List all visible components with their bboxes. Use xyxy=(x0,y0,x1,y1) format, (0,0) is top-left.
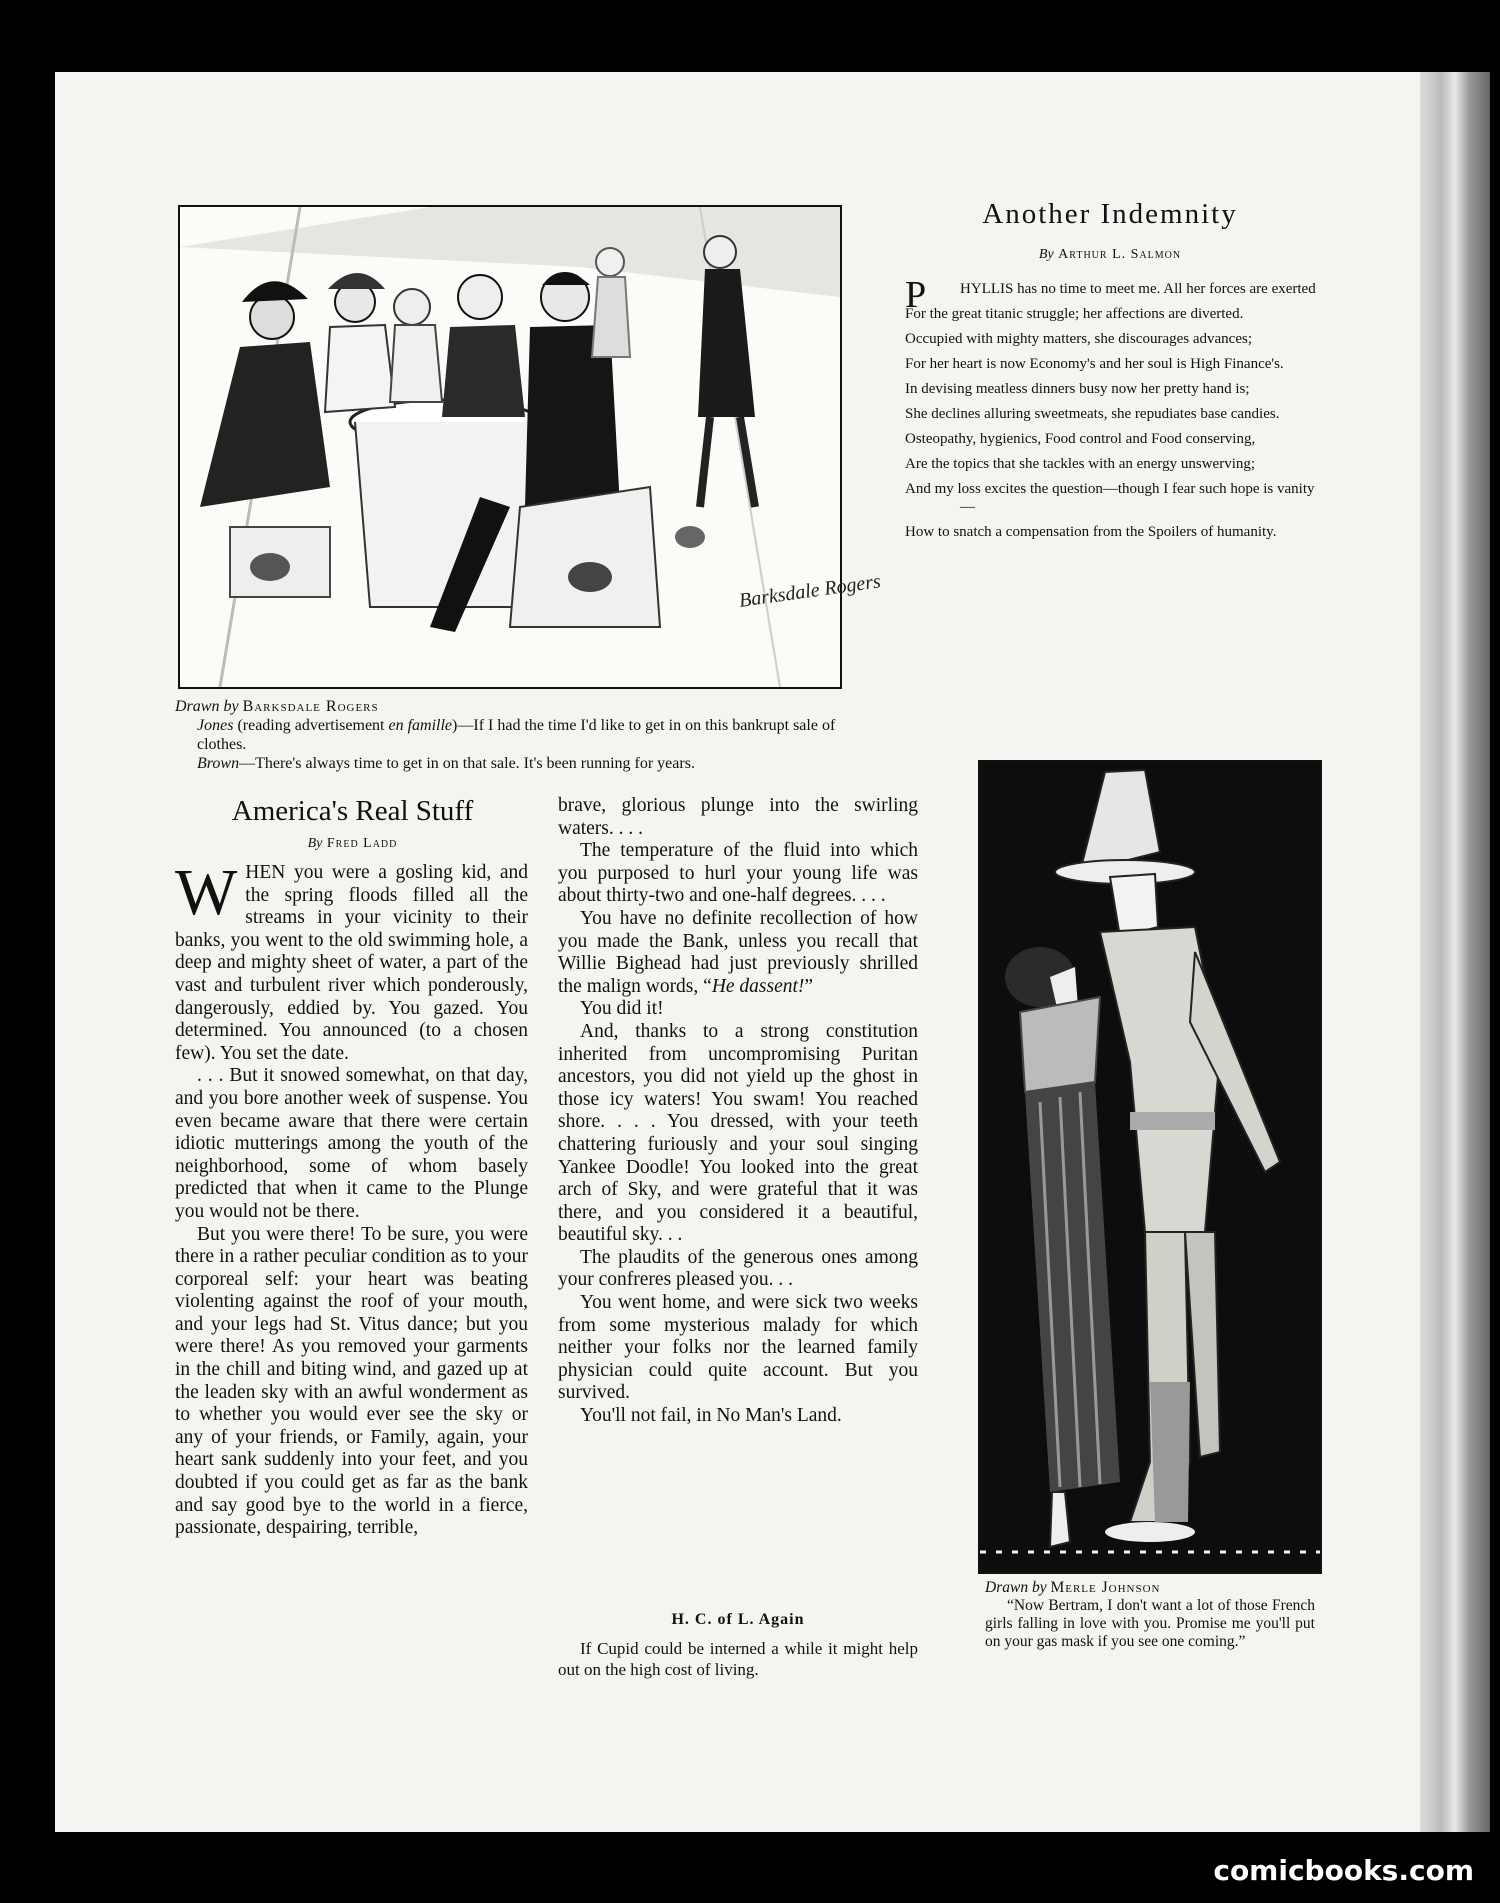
poem-stanza-3: Occupied with mighty matters, she discourages advances; xyxy=(905,331,1252,347)
cafe-illustration xyxy=(178,205,883,689)
soldier-caption-text: “Now Bertram, I don't want a lot of those French girls falling in love with you. Promise me you'll put on your gas mask if you see one coming.” xyxy=(985,1597,1315,1650)
soldier-caption xyxy=(985,1579,1315,1651)
poem-stanza-1: P HYLLIS has no time to meet me. All her forces are exerted xyxy=(905,274,1316,316)
article-column-2 xyxy=(558,795,918,1428)
poem-stanza-7: Osteopathy, hygienics, Food control and Food conserving, xyxy=(905,431,1256,447)
hcl-title: H. C. of L. Again xyxy=(671,1611,805,1628)
dropcap: W xyxy=(175,856,238,929)
page-edge xyxy=(1420,72,1490,1832)
poem-stanza-5: In devising meatless dinners busy now her pretty hand is; xyxy=(905,381,1250,397)
poem-title: Another Indemnity xyxy=(982,198,1238,230)
poem-stanza-6: She declines alluring sweetmeats, she repudiates base candies. xyxy=(905,406,1280,422)
poem-stanza-4: For her heart is now Economy's and her soul is High Finance's. xyxy=(905,356,1284,372)
article-column-1 xyxy=(175,856,528,1540)
site-watermark: comicbooks.com xyxy=(1213,1854,1474,1887)
cafe-dialogue-brown: Brown—There's always time to get in on that sale. It's been running for years. xyxy=(197,755,695,772)
poem-stanza-10: How to snatch a compensation from the Spoilers of humanity. xyxy=(905,524,1277,540)
article-paragraph-7: You did it! xyxy=(580,998,664,1020)
poem-body xyxy=(905,274,1317,548)
cafe-caption xyxy=(175,697,845,773)
cafe-credit: Drawn by Barksdale Rogers xyxy=(175,698,379,715)
article-paragraph-5: The temperature of the fluid into which you purposed to hurl your young life was about thirty-two and one-half degrees. . . . xyxy=(558,840,918,907)
article-paragraph-9: The plaudits of the generous ones among your confreres pleased you. . . xyxy=(558,1246,918,1291)
article-paragraph-8: And, thanks to a strong constitution inherited from uncompromising Puritan ancestors, you did not yield up the ghost in those icy waters! You swam! You reached shore. . . . You dressed, with your teeth chattering furiously and your soul singing Yankee Doodle! You looked into the great arch of Sky, and were grateful that it was there, and you considered it a beautiful, beautiful sky. . . xyxy=(558,1020,918,1246)
poem-stanza-9: And my loss excites the question—though I fear such hope is vanity— xyxy=(905,481,1315,515)
poem-stanza-2: For the great titanic struggle; her affections are diverted. xyxy=(905,306,1244,322)
article-paragraph-3: But you were there! To be sure, you were there in a rather peculiar condition as to your corporeal self: your heart was beating violenting against the roof of your mouth, and your legs had St. Vitus dance; but you were there! As you removed your garments in the chill and biting wind, and gazed up at the leaden sky with an awful wonderment as to whether you would ever see the sky or any of your friends, or Family, again, your heart sank suddenly into your feet, and you doubted if you could get as far as the bank and say good bye to the world in a fierce, passionate, despairing, terrible, xyxy=(175,1223,528,1539)
soldier-credit: Drawn by Merle Johnson xyxy=(985,1579,1161,1596)
poem-byline: By Arthur L. Salmon xyxy=(1038,247,1182,262)
cafe-dialogue-jones: Jones (reading advertisement en famille)—If I had the time I'd like to get in on this bankrupt sale of clothes. xyxy=(197,717,836,753)
article-byline: By Fred Ladd xyxy=(307,836,398,851)
article-paragraph-10: You went home, and were sick two weeks from some mysterious malady for which neither your folks nor the learned family physician could quite account. But you survived. xyxy=(558,1292,918,1404)
article-paragraph-11: You'll not fail, in No Man's Land. xyxy=(580,1405,842,1427)
soldier-illustration xyxy=(978,760,1322,1574)
poem-stanza-8: Are the topics that she tackles with an energy unswerving; xyxy=(905,456,1256,472)
article-paragraph-4: brave, glorious plunge into the swirling waters. . . . xyxy=(558,795,918,839)
article-paragraph-2: . . . But it snowed somewhat, on that day, and you bore another week of suspense. You even became aware that there were certain idiotic mutterings among the youth of the neighborhood, some of whom basely predicted that when it came to the Plunge you would not be there. xyxy=(175,1065,528,1222)
article-title: America's Real Stuff xyxy=(231,795,474,827)
article-paragraph-6: You have no definite recollection of how you made the Bank, unless you recall that Willie Bighead had just previously shrilled the malign words, “He dassent!” xyxy=(558,907,918,997)
hcl-body: If Cupid could be interned a while it might help out on the high cost of living. xyxy=(558,1639,918,1679)
article-paragraph-1: WHEN you were a gosling kid, and the spring floods filled all the streams in your vicinity to their banks, you went to the old swimming hole, a deep and mighty sheet of water, a part of the vast and turbulent river which ponderously, dangerously, eddied by. You gazed. You determined. You announced (to a chosen few). You set the date. xyxy=(175,856,528,1064)
artist-signature: Barksdale Rogers xyxy=(737,570,883,612)
